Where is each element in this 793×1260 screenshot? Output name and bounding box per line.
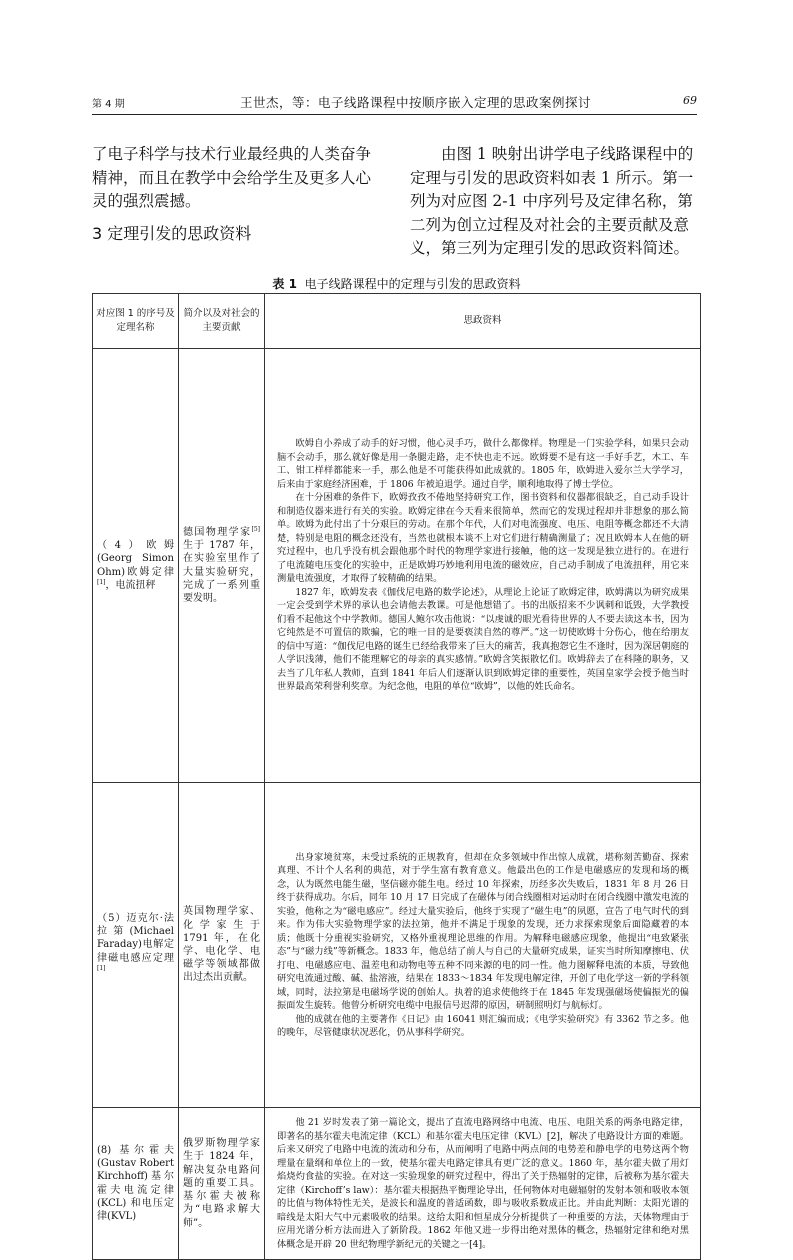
intro-cell: 俄罗斯物理学家生于 1824 年，解决复杂电路问题的重要工具。基尔霍夫被称为“电路求解大师”。 bbox=[179, 1108, 265, 1260]
page-number: 69 bbox=[683, 94, 697, 107]
material-paragraph: 出身家境贫寒，未受过系统的正规教育，但却在众多领域中作出惊人成就，堪称刻苦勤奋、探索真理、不计个人名利的典范，对于学生富有教育意义。他最出色的工作是电磁感应的发现和场的概念，认为既然电能生磁，坚信磁亦能生电。经过 10 年探索，历经多次失败后，1831 年 8 月 26 日终于获得成功。尔后，同年 10 月 17 日完成了在磁体与闭合线圈相对运动时在闭合线圈中激发电流的实验，他称之为“磁电感应”。经过大量实验后，他终于实现了“磁生电”的夙愿，宣告了电气时代的到来。作为伟大实验物理学家的法拉第，他并不满足于现象的发现，还力求探索现象后面隐藏着的本质；他既十分重视实验研究，又格外重视理论思维的作用。为解释电磁感应现象，他提出“电致紧张态”与“磁力线”等新概念。1833 年，他总结了前人与自己的大量研究成果，证实当时所知摩擦电、伏打电、电磁感应电、温差电和动物电等五种不同来源的电的同一性。他力图解释电流的本质，导致他研究电流通过酸、碱、盐溶液，结果在 1833～1834 年发现电解定律，开创了电化学这一新的学科领域，同时，法拉第是电磁场学说的创始人。执着的追求使他终于在 1845 年发现强磁场使偏振光的偏振面发生旋转。他曾分析研究电缆中电报信号迟滞的原因，研制照明灯与航标灯。 bbox=[277, 851, 689, 1011]
material-paragraph: 在十分困难的条件下，欧姆孜孜不倦地坚持研究工作，图书资料和仪器都很缺乏，自己动手设计和制造仪器来进行有关的实验。欧姆定律在今天看来很简单，然而它的发现过程却并非想象的那么简单。欧姆为此付出了十分艰巨的劳动。在那个年代，人们对电流强度、电压、电阻等概念都还不大清楚，特别是电阻的概念还没有，当然也就根本谈不上对它们进行精确测量了；况且欧姆本人在他的研究过程中，也几乎没有机会跟他那个时代的物理学家进行接触，他的这一发现是独立进行的。在进行了电流随电压变化的实验中，正是欧姆巧妙地利用电流的磁效应，自己动手制成了电流扭秤，用它来测量电流强度，才取得了较精确的结果。 bbox=[277, 492, 689, 585]
table-header-row bbox=[93, 294, 701, 349]
material-paragraph: 他的成就在他的主要著作《日记》由 16041 则汇编而成；《电学实验研究》有 3362 节之多。他的晚年，尽管健康状况恶化，仍从事科学研究。 bbox=[277, 1013, 689, 1038]
material-cell bbox=[265, 783, 701, 1108]
table-caption bbox=[0, 275, 793, 292]
material-paragraph: 欧姆自小养成了动手的好习惯，他心灵手巧，做什么都像样。物理是一门实验学科，如果只会动脑不会动手，那么就好像是用一条腿走路，走不快也走不远。欧姆要不是有这一手好手艺，木工、车工、钳工样样都能来一手，那么他是不可能获得如此成就的。1805 年，欧姆进入爱尔兰大学学习，后来由于家庭经济困难，于 1806 年被迫退学。通过自学，顺利地取得了博士学位。 bbox=[277, 438, 689, 490]
body-paragraph: 了电子科学与技术行业最经典的人类奋争精神，而且在教学中会给学生及更多人心灵的强烈震撼。 bbox=[92, 145, 372, 210]
column-header: 对应图 1 的序号及定理名称 bbox=[93, 294, 179, 349]
intro-cell: 德国物理学家[5]生于 1787 年，在实验室里作了大量实验研究，完成了一系列重要发明。 bbox=[179, 349, 265, 783]
material-cell bbox=[265, 1108, 701, 1260]
law-name-cell: (8) 基尔霍夫(Gustav Robert Kirchhoff)基尔霍夫电流定律(KCL) 和电压定律(KVL) bbox=[93, 1108, 179, 1260]
issue-number: 第 4 期 bbox=[92, 99, 125, 110]
data-table bbox=[92, 293, 701, 1260]
right-column bbox=[410, 143, 702, 261]
material-paragraph: 1827 年，欧姆发表《伽伐尼电路的数学论述》，从理论上论证了欧姆定律，欧姆满以为研究成果一定会受到学术界的承认也会请他去教课。可是他想错了。书的出版招来不少讽刺和诋毁，大学教授们看不起他这个中学教师。德国人鲍尔攻击他说：“以虔诚的眼光看待世界的人不要去读这本书，因为它纯然是不可置信的欺骗，它的唯一目的是要亵渎自然的尊严。”这一切使欧姆十分伤心，他在给朋友的信中写道：“伽伐尼电路的诞生已经给我带来了巨大的痛苦，我真抱怨它生不逢时，因为深居朝庭的人学识浅薄，他们不能理解它的母亲的真实感情。”欧姆含笑振散忆们。欧姆辞去了在科隆的职务，又去当了几年私人教师，直到 1841 年后人们逐渐认识到欧姆定律的重要性，英国皇家学会授予他当时世界最高荣利誉利奖章。为纪念他，电阻的单位“欧姆”，以他的姓氏命名。 bbox=[277, 586, 689, 693]
table-row bbox=[93, 349, 701, 783]
header-rule bbox=[92, 114, 697, 115]
column-header: 思政资料 bbox=[265, 294, 701, 349]
section-heading: 3 定理引发的思政资料 bbox=[92, 223, 252, 243]
table-row bbox=[93, 783, 701, 1108]
table-row bbox=[93, 1108, 701, 1260]
body-paragraph: 由图 1 映射出讲学电子线路课程中的定理与引发的思政资料如表 1 所示。第一列为对应图 2-1 中序列号及定律名称，第二列为创立过程及对社会的主要贡献及意义，第三列为定理引发的思政资料简述。 bbox=[410, 145, 694, 257]
column-header: 简介以及对社会的主要贡献 bbox=[179, 294, 265, 349]
running-title: 王世杰，等：电子线路课程中按顺序嵌入定理的思政案例探讨 bbox=[240, 95, 592, 110]
caption-text: 电子线路课程中的定理与引发的思政资料 bbox=[304, 277, 521, 291]
material-cell bbox=[265, 349, 701, 783]
law-name-cell: （5）迈克尔·法拉第(Michael Faraday)电解定律磁电感应定理[1] bbox=[93, 783, 179, 1108]
material-paragraph: 他 21 岁时发表了第一篇论文，提出了直流电路网络中电流、电压、电阻关系的两条电路定律，即著名的基尔霍夫电流定律（KCL）和基尔霍夫电压定律（KVL）[2]，解决了电路设计方面的难题。后来又研究了电路中电流的流动和分布，从而阐明了电路中两点间的电势差和静电学的电势这两个物理量在量纲和单位上的一致，使基尔霍夫电路定律具有更广泛的意义。1860 年，基尔霍夫做了用灯焰烧灼食盐的实验。在对这一实验现象的研究过程中，得出了关于热辐射的定律，后被称为基尔霍夫定律（Kirchoff’s law）：基尔霍夫根据热平衡理论导出，任何物体对电磁辐射的发射本领和吸收本领的比值与物体特性无关，是波长和温度的普适函数，即与吸收系数成正比。并由此判断：太阳光谱的暗线是太阳大气中元素吸收的结果。这给太阳和恒星成分分析提供了一种重要的方法，天体物理由于应用光谱分析方法而进入了新阶段。1862 年他又进一步得出绝对黑体的概念，热辐射定律和绝对黑体概念是开辟 20 世纪物理学新纪元的关键之一[4]。 bbox=[277, 1117, 689, 1250]
left-column bbox=[92, 143, 384, 245]
caption-label: 表 1 bbox=[272, 277, 297, 291]
running-header bbox=[92, 92, 697, 112]
intro-cell: 英国物理学家、化学家生于 1791 年，在化学、电化学、电磁学等领域都做出过杰出贡献。 bbox=[179, 783, 265, 1108]
law-name-cell: （4）欧姆(Georg Simon Ohm)欧姆定律[1]，电流扭秤 bbox=[93, 349, 179, 783]
